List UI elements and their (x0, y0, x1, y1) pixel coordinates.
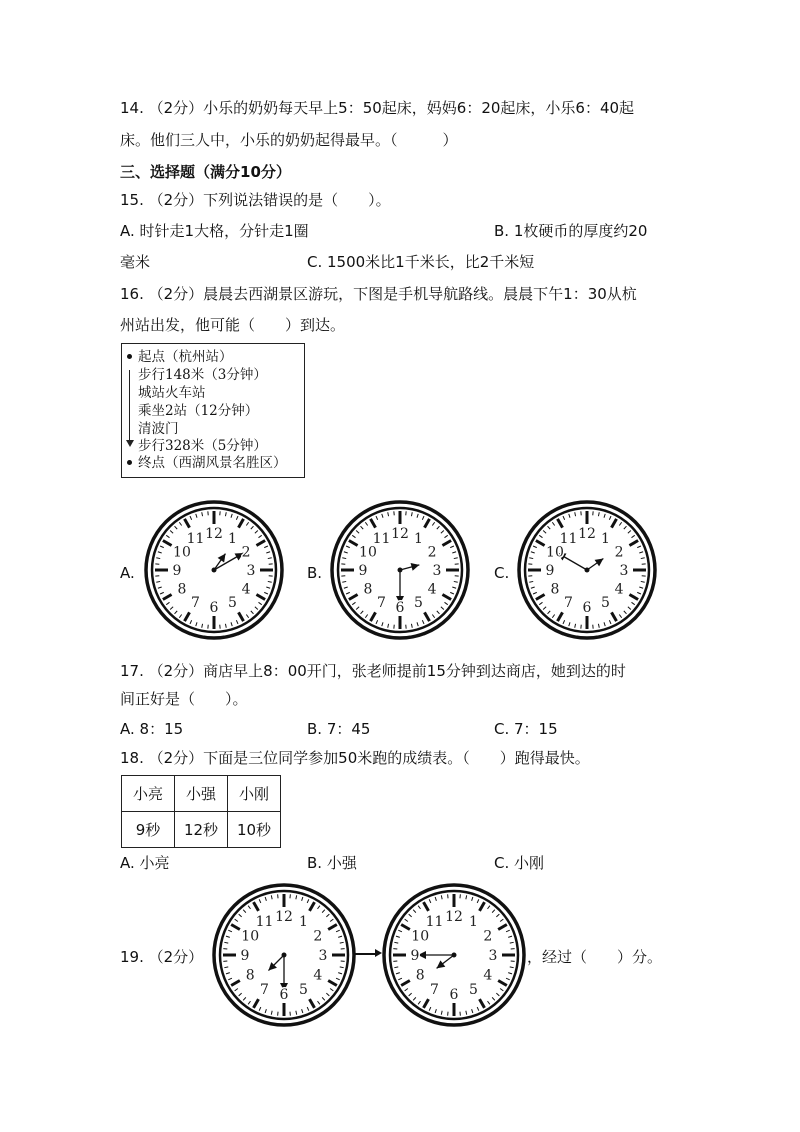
table-row (122, 776, 281, 812)
clock-number: 12 (275, 909, 293, 925)
clock-number: 10 (359, 544, 377, 561)
clock-number: 6 (449, 987, 459, 1003)
route-step: 城站火车站 (138, 385, 206, 401)
end-dot (127, 460, 132, 465)
arrow-icon (354, 953, 376, 955)
clock-number: 11 (559, 530, 578, 547)
clock-number: 4 (241, 581, 251, 598)
clock-option-b (330, 500, 470, 640)
clock-center (585, 568, 590, 573)
clock-number: 10 (241, 928, 260, 945)
q17-line1: 17. （2分）商店早上8：00开门，张老师提前15分钟到达商店，她到达的时 (120, 662, 626, 680)
clock-number: 9 (545, 563, 555, 579)
clock-number: 11 (425, 914, 444, 931)
q18-stem: 18. （2分）下面是三位同学参加50米跑的成绩表。（ ）跑得最快。 (120, 749, 590, 767)
route-arrow-icon (126, 440, 134, 447)
clock-center (212, 568, 217, 573)
clock-number: 9 (358, 563, 368, 579)
clock-number: 11 (372, 530, 391, 547)
clock-number: 8 (550, 581, 560, 598)
q15-option-b: B. 1枚硬币的厚度约20 (494, 222, 648, 240)
clock-number: 3 (246, 563, 256, 579)
table-header: 小亮 (122, 776, 175, 812)
clock-number: 10 (546, 544, 564, 561)
clock-number: 1 (228, 530, 237, 547)
clock-end (382, 883, 526, 1027)
clock-number: 8 (363, 581, 373, 598)
clock-number: 7 (564, 595, 573, 612)
q19-suffix: ，经过（ ）分。 (527, 948, 663, 966)
clock-option-a (144, 500, 284, 640)
q14-line1: 14. （2分）小乐的奶奶每天早上5：50起床，妈妈6：20起床，小乐6：40起 (120, 99, 635, 117)
clock-option-c (517, 500, 657, 640)
clock-number: 4 (483, 967, 493, 984)
clock-number: 2 (241, 544, 251, 561)
clock-number: 3 (619, 563, 629, 579)
clock-number: 12 (205, 526, 223, 542)
clock-number: 2 (313, 928, 323, 945)
clock-number: 10 (173, 544, 191, 561)
q19-prefix: 19. （2分） (120, 948, 204, 966)
table-cell: 9秒 (122, 812, 175, 848)
clock-number: 5 (414, 595, 423, 612)
navigation-route-box (121, 343, 305, 478)
clock-number: 4 (313, 967, 323, 984)
start-dot (127, 354, 132, 359)
clock-number: 5 (469, 981, 478, 998)
clock-number: 12 (578, 526, 596, 542)
q18-option-b: B. 小强 (307, 854, 357, 872)
clock-number: 6 (209, 600, 219, 616)
route-step: 清波门 (138, 421, 179, 437)
clock-center (398, 568, 403, 573)
q14-line2: 床。他们三人中，小乐的奶奶起得最早。（ ） (120, 131, 458, 149)
clock-number: 8 (415, 967, 425, 984)
route-step: 起点（杭州站） (138, 349, 233, 365)
clock-number: 1 (414, 530, 423, 547)
q15-option-b-cont: 毫米 (120, 253, 151, 271)
clock-number: 5 (299, 981, 308, 998)
clock-number: 3 (318, 948, 328, 964)
clock-start (212, 883, 356, 1027)
clock-number: 1 (601, 530, 610, 547)
score-table (121, 775, 281, 848)
clock-number: 7 (191, 595, 200, 612)
clock-number: 3 (432, 563, 442, 579)
q16-option-b-label: B. (307, 564, 323, 582)
q15-stem: 15. （2分）下列说法错误的是（ ）。 (120, 191, 391, 209)
route-step: 乘坐2站（12分钟） (138, 403, 259, 419)
clock-number: 9 (172, 563, 182, 579)
clock-number: 11 (186, 530, 205, 547)
clock-number: 5 (228, 595, 237, 612)
table-cell: 10秒 (228, 812, 281, 848)
clock-number: 4 (614, 581, 624, 598)
clock-number: 12 (391, 526, 409, 542)
route-step: 终点（西湖风景名胜区） (138, 455, 287, 471)
clock-number: 10 (411, 928, 430, 945)
q15-option-a: A. 时针走1大格，分针走1圈 (120, 222, 309, 240)
q17-option-a: A. 8：15 (120, 720, 184, 738)
q17-line2: 间正好是（ ）。 (120, 690, 248, 708)
clock-number: 9 (240, 948, 250, 964)
clock-number: 6 (582, 600, 592, 616)
clock-center (282, 953, 287, 958)
clock-number: 7 (260, 981, 269, 998)
clock-number: 2 (427, 544, 437, 561)
clock-number: 1 (469, 914, 478, 931)
q16-line1: 16. （2分）晨晨去西湖景区游玩，下图是手机导航路线。晨晨下午1：30从杭 (120, 285, 637, 303)
clock-number: 7 (430, 981, 439, 998)
clock-number: 8 (177, 581, 187, 598)
table-header: 小强 (175, 776, 228, 812)
q17-option-c: C. 7：15 (494, 720, 558, 738)
table-row (122, 812, 281, 848)
q16-line2: 州站出发，他可能（ ）到达。 (120, 316, 346, 334)
clock-number: 8 (245, 967, 255, 984)
table-header: 小刚 (228, 776, 281, 812)
clock-number: 2 (614, 544, 624, 561)
section-heading: 三、选择题（满分10分） (120, 163, 291, 181)
clock-number: 11 (255, 914, 274, 931)
clock-number: 6 (395, 600, 405, 616)
clock-number: 12 (445, 909, 463, 925)
q16-option-a-label: A. (120, 564, 135, 582)
clock-number: 6 (279, 987, 289, 1003)
q16-option-c-label: C. (494, 564, 510, 582)
q15-option-c: C. 1500米比1千米长，比2千米短 (307, 253, 535, 271)
clock-number: 4 (427, 581, 437, 598)
clock-number: 5 (601, 595, 610, 612)
q18-option-a: A. 小亮 (120, 854, 170, 872)
route-line (129, 370, 130, 442)
table-cell: 12秒 (175, 812, 228, 848)
clock-number: 1 (299, 914, 308, 931)
q17-option-b: B. 7：45 (307, 720, 371, 738)
route-step: 步行148米（3分钟） (138, 367, 267, 383)
clock-center (452, 953, 457, 958)
clock-number: 3 (488, 948, 498, 964)
route-step: 步行328米（5分钟） (138, 438, 267, 454)
q18-option-c: C. 小刚 (494, 854, 545, 872)
clock-number: 7 (377, 595, 386, 612)
clock-number: 9 (410, 948, 420, 964)
clock-number: 2 (483, 928, 493, 945)
